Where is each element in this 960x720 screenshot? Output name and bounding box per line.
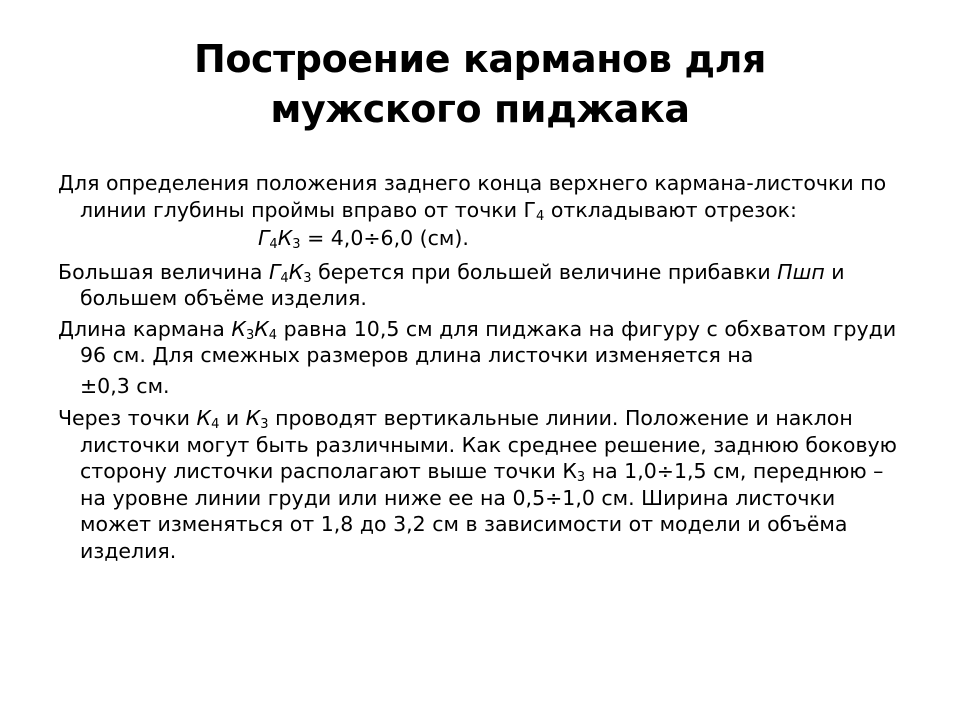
formula-value: = 4,0÷6,0 (см). — [300, 226, 469, 250]
p4-sub-4: 4 — [211, 417, 220, 432]
p2-text-a: Большая величина — [58, 259, 269, 284]
formula-g4k3 — [58, 225, 908, 252]
p4-text-d: на 1,0÷1,5 см, переднюю – на уровне линии груди или ниже ее на 0,5÷1,0 см. Ширина листочки может изменяться от 1,8 до 3,2 см в зависимости от модели и объёма изделия. — [80, 459, 884, 563]
p1-subscript-a: 4 — [536, 208, 545, 224]
p4-var-k-2: К — [245, 406, 261, 430]
paragraph-pocket-position — [58, 170, 908, 223]
p2-sub-3: 3 — [303, 270, 312, 286]
plus-minus-value: ±0,3 см. — [80, 373, 170, 398]
p3-var-k-2: К — [254, 316, 269, 341]
p3-text-a: Длина кармана — [58, 316, 232, 341]
p3-text-b: равна 10,5 см для пиджака на фигуру с обхватом груди 96 см. Для смежных размеров длина листочки изменяется на — [80, 316, 897, 367]
formula-sub-4: 4 — [269, 237, 278, 252]
p3-sub-3: 3 — [245, 327, 255, 343]
p1-text-b: откладывают отрезок: — [544, 197, 797, 222]
p2-var-k: К — [288, 259, 304, 284]
slide-title — [100, 34, 860, 134]
formula-var-g: Г — [258, 226, 270, 250]
title-line-2: мужского пиджака — [270, 87, 690, 131]
paragraph-pocket-length — [58, 316, 908, 369]
p4-text-b: и — [219, 406, 246, 430]
p3-var-k: К — [231, 316, 246, 341]
paragraph-vertical-lines — [58, 405, 908, 564]
title-line-1: Построение карманов для — [193, 37, 767, 81]
p2-text-b: берется при большей величине прибавки — [311, 259, 778, 284]
p4-sub-3: 3 — [260, 417, 269, 432]
p3-sub-4: 4 — [268, 327, 278, 343]
formula-sub-3: 3 — [292, 237, 301, 252]
p2-var-g: Г — [269, 259, 281, 284]
p4-text-a: Через точки — [58, 406, 197, 430]
p2-sub-4: 4 — [280, 270, 289, 286]
p4-var-k: К — [196, 406, 212, 430]
formula-var-k: К — [277, 226, 293, 250]
p2-text-c: и большем объёме изделия. — [80, 259, 845, 310]
p2-var-pshp: Пшп — [777, 259, 825, 284]
paragraph-larger-value — [58, 259, 908, 312]
slide-body — [58, 170, 908, 568]
p4-text-c: проводят вертикальные линии. Положение и наклон листочки могут быть различными. Как среднее решение, заднюю боковую сторону листочки располагают выше точки К — [80, 406, 897, 483]
p4-sub-3-b: 3 — [576, 470, 586, 485]
p1-text-a: Для определения положения заднего конца верхнего кармана-листочки по линии глубины проймы вправо от точки Г — [58, 171, 887, 222]
